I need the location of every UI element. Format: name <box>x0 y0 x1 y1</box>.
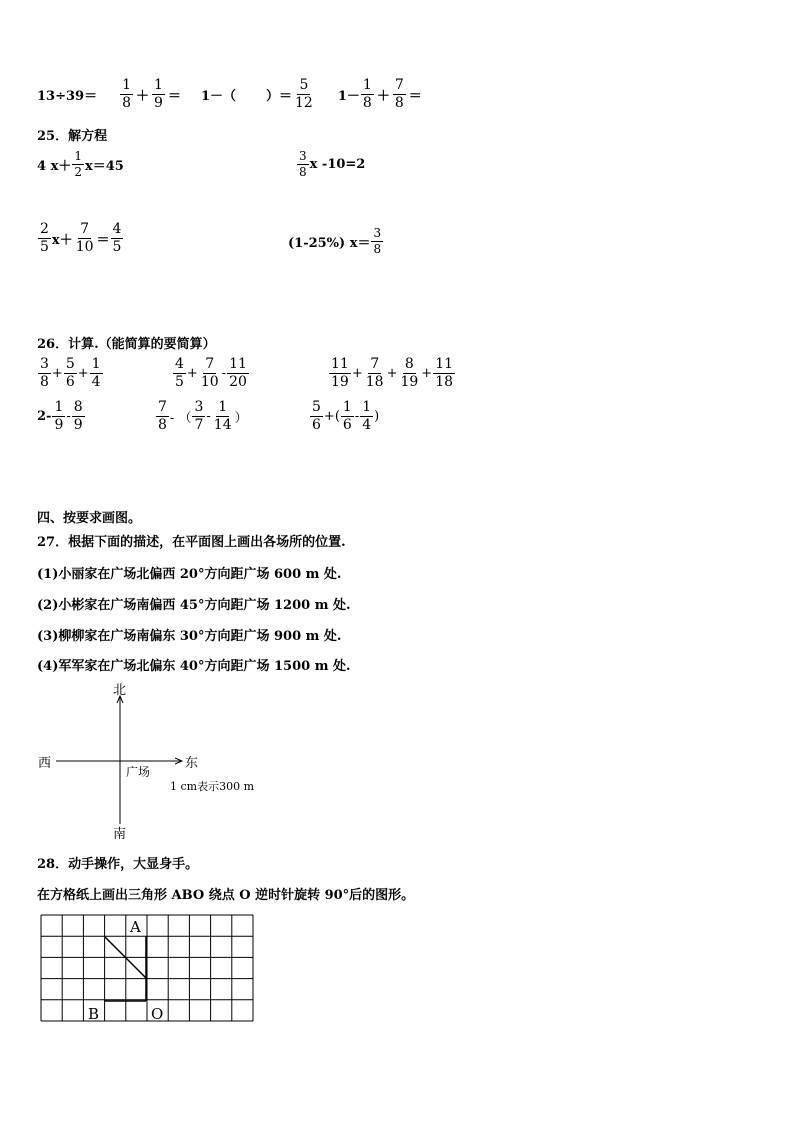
north-label: 北 <box>113 683 127 698</box>
fraction: $\frac{4}{5}$ <box>175 356 184 390</box>
fraction: $\frac{1}{4}$ <box>362 399 372 433</box>
fraction: $\frac{1}{9}$ <box>154 77 163 111</box>
grid-lines <box>41 915 253 1021</box>
q26-calc5: $\frac{7}{8}$ - （ $\frac{3}{7}$ - $\frac{1}{14}$ ） <box>158 399 248 433</box>
fraction: $\frac{3}{8}$ <box>299 149 307 179</box>
fraction: $\frac{5}{6}$ <box>312 399 321 433</box>
west-label: 西 <box>38 756 52 771</box>
fraction: $\frac{11}{18}$ <box>435 356 454 390</box>
fraction: $\frac{1}{4}$ <box>91 356 101 390</box>
fraction: $\frac{1}{6}$ <box>342 399 352 433</box>
q27-title: 27．根据下面的描述，在平面图上画出各场所的位置. <box>37 535 346 550</box>
q27-item-4: (4)军军家在广场北偏东 40°方向距广场 1500 m 处. <box>37 659 351 674</box>
point-o-label: O <box>151 1005 164 1023</box>
fraction: $\frac{11}{20}$ <box>229 356 247 390</box>
fraction: $\frac{1}{2}$ <box>74 149 82 179</box>
fraction: $\frac{3}{7}$ <box>194 399 204 433</box>
q25-eq3: $\frac{2}{5}$ x＋ $\frac{7}{10}$ ＝ $\frac{4}{5}$ <box>40 221 122 255</box>
fraction: $\frac{1}{8}$ <box>362 77 372 111</box>
fraction: $\frac{7}{10}$ <box>75 221 94 255</box>
fraction: $\frac{11}{19}$ <box>331 356 349 390</box>
fraction: $\frac{7}{8}$ <box>394 77 404 111</box>
q26-calc1: $\frac{3}{8}$ + $\frac{5}{6}$ + $\frac{1}{4}$ <box>40 356 101 390</box>
fraction: $\frac{8}{9}$ <box>73 399 83 433</box>
south-label: 南 <box>113 827 127 842</box>
fraction: $\frac{1}{9}$ <box>54 399 64 433</box>
answer-blank[interactable] <box>236 85 266 104</box>
fraction: $\frac{5}{12}$ <box>295 77 313 111</box>
q27-item-3: (3)柳柳家在广场南偏东 30°方向距广场 900 m 处. <box>37 629 342 644</box>
fraction: $\frac{7}{18}$ <box>365 356 384 390</box>
fraction: $\frac{5}{6}$ <box>65 356 75 390</box>
q26-calc3: $\frac{11}{19}$ + $\frac{7}{18}$ + $\frac{8}{19}$ + $\frac{11}{18}$ <box>331 356 454 390</box>
compass-diagram <box>30 678 270 846</box>
fraction: $\frac{8}{19}$ <box>400 356 419 390</box>
fraction: $\frac{7}{10}$ <box>200 356 219 390</box>
q25-eq4: (1-25%) x＝ $\frac{3}{8}$ <box>288 226 382 256</box>
q26-title: 26．计算.（能简算的要简算） <box>37 337 216 352</box>
q26-calc2: $\frac{4}{5}$ + $\frac{7}{10}$ - $\frac{11}{20}$ <box>175 356 247 390</box>
fraction: $\frac{7}{8}$ <box>158 399 167 433</box>
q26-calc4: 2- $\frac{1}{9}$ - $\frac{8}{9}$ <box>37 399 83 433</box>
fraction: $\frac{2}{5}$ <box>40 221 49 255</box>
east-label: 东 <box>185 756 199 771</box>
q25-eq2: $\frac{3}{8}$ x -10=2 <box>299 149 366 179</box>
square-grid <box>40 914 256 1026</box>
fraction: $\frac{3}{8}$ <box>40 356 49 390</box>
fraction: $\frac{1}{8}$ <box>122 77 131 111</box>
q28-instruction: 在方格纸上画出三角形 ABO 绕点 O 逆时针旋转 90°后的图形。 <box>37 888 415 903</box>
expr-13-div-39: 13÷39＝ <box>37 88 98 104</box>
q28-title: 28．动手操作，大显身手。 <box>37 857 199 872</box>
point-a-label: A <box>130 918 141 936</box>
row1: 13÷39＝ $\frac{1}{8}$ ＋ $\frac{1}{9}$ ＝ 1－（ ）＝ $\frac{5}{12}$ 1－ $\frac{1}{8}$ ＋ $\frac{7}{8}$ ＝ <box>37 77 422 111</box>
q27-item-2: (2)小彬家在广场南偏西 45°方向距广场 1200 m 处. <box>37 598 351 613</box>
scale-label: 1 cm表示300 m <box>170 780 255 793</box>
q25-title: 25．解方程 <box>37 129 108 144</box>
fraction: $\frac{1}{14}$ <box>213 399 232 433</box>
q25-eq1: 4 x＋ $\frac{1}{2}$ x＝45 <box>37 149 124 179</box>
q27-item-1: (1)小丽家在广场北偏西 20°方向距广场 600 m 处. <box>37 567 342 582</box>
blank-expression-lead: 1－（ <box>200 88 236 104</box>
fraction: $\frac{3}{8}$ <box>373 226 382 256</box>
section4-title: 四、按要求画图。 <box>37 511 142 526</box>
point-b-label: B <box>88 1005 100 1023</box>
q26-calc6: $\frac{5}{6}$ +( $\frac{1}{6}$ - $\frac{1}{4}$ ) <box>312 399 380 433</box>
center-label: 广场 <box>126 765 151 779</box>
fraction: $\frac{4}{5}$ <box>112 221 122 255</box>
